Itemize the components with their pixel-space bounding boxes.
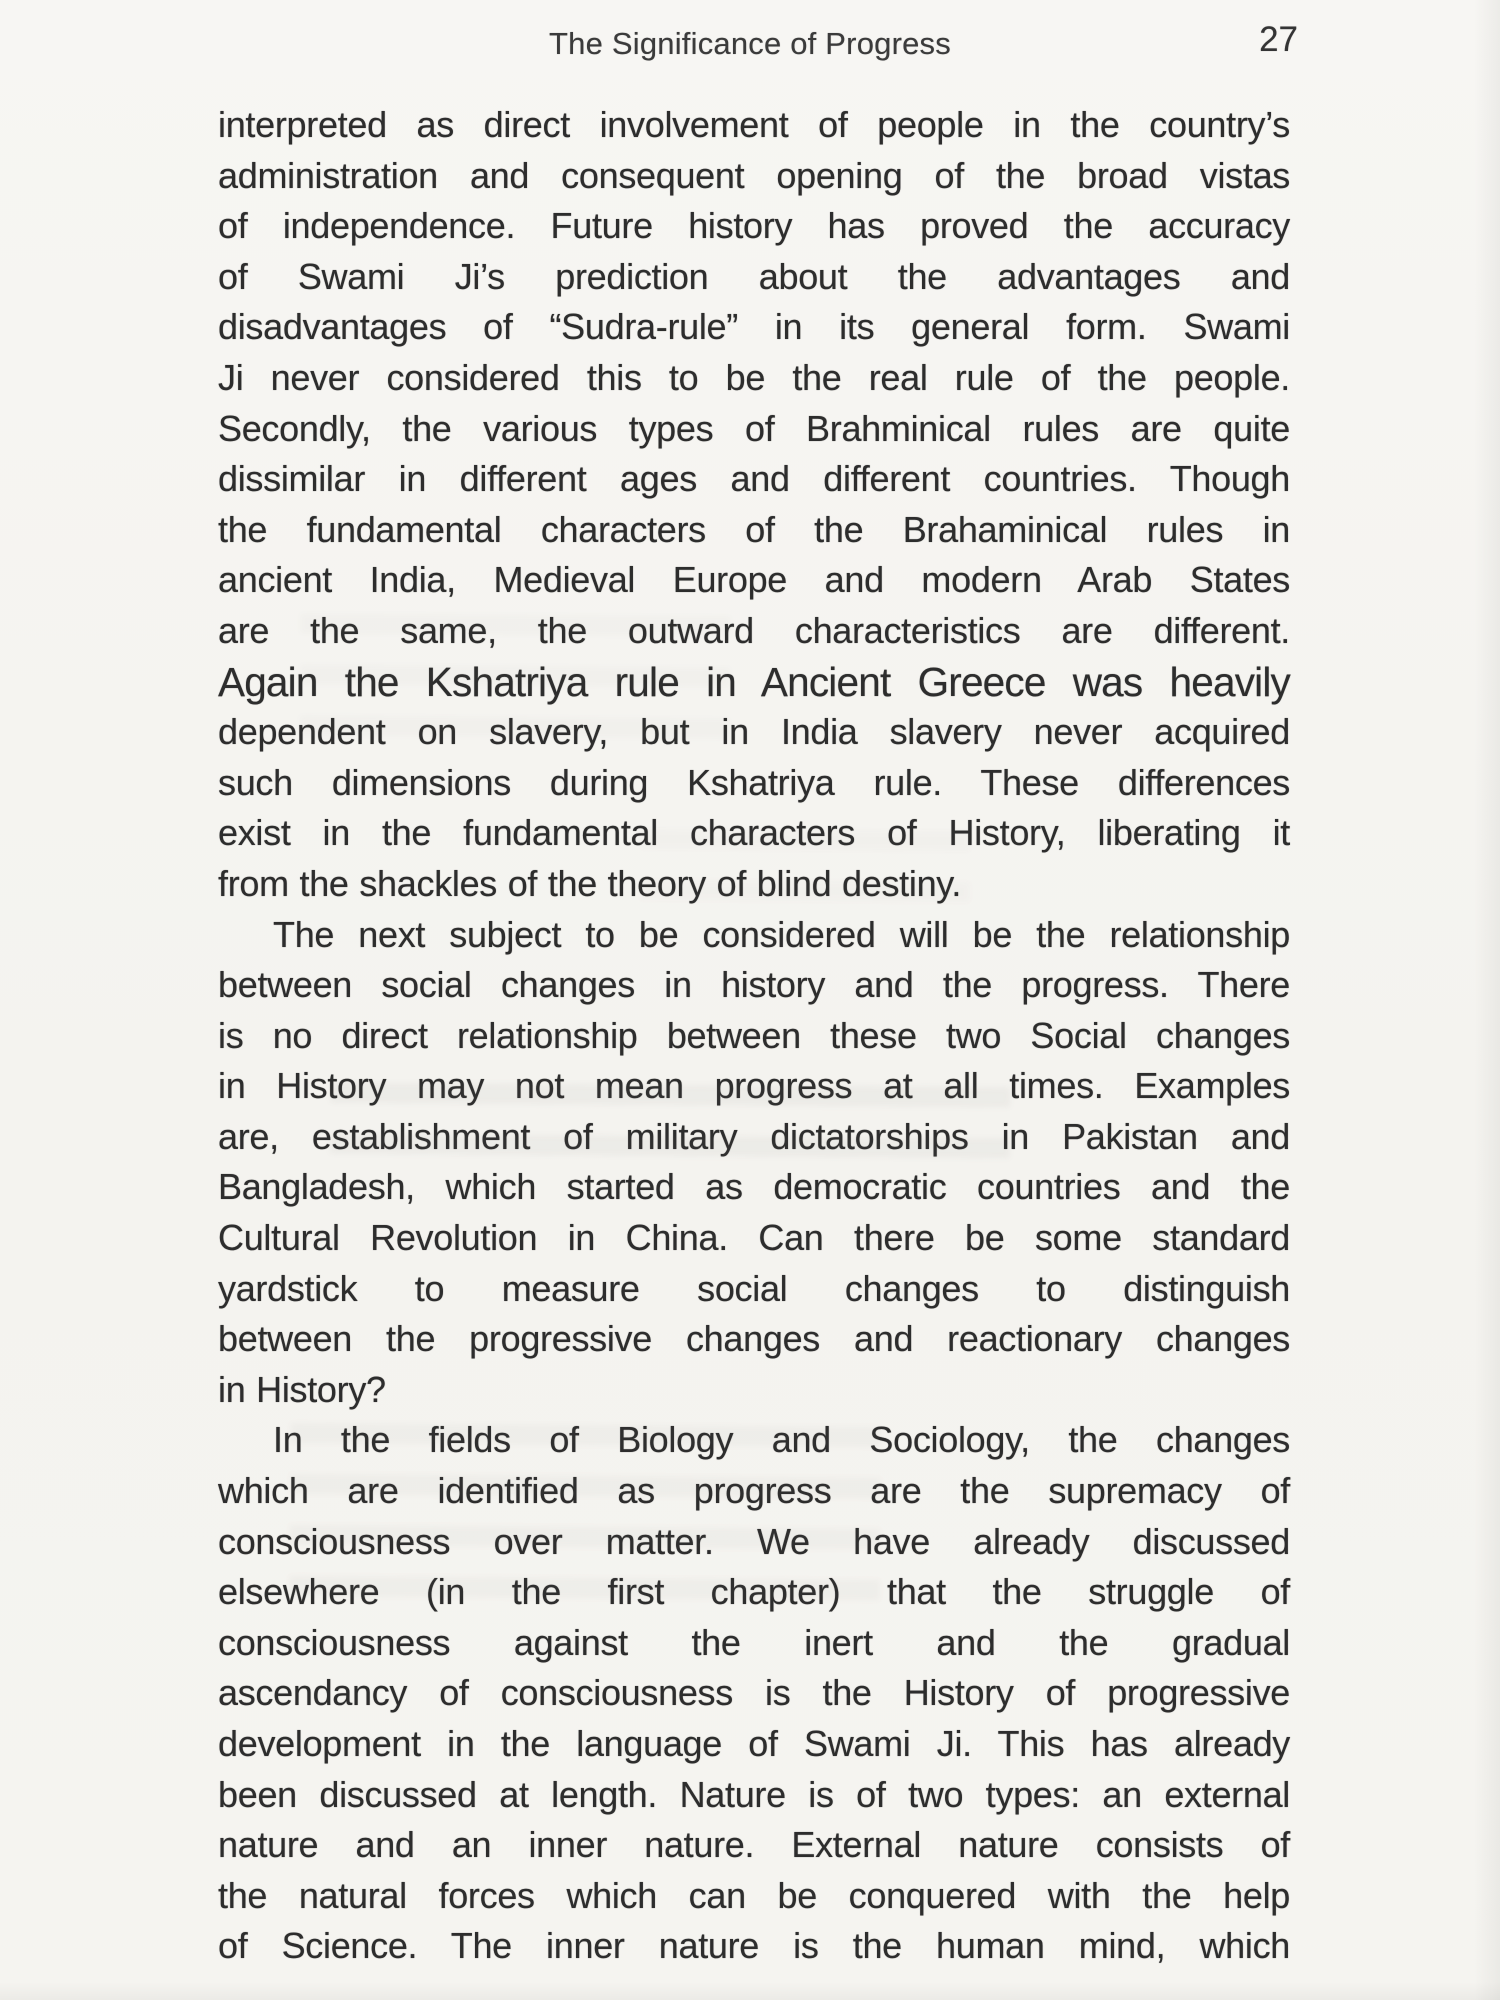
text-line: yardstick to measure social changes to distinguish (218, 1267, 1290, 1309)
text-line: Ji never considered this to be the real rule of the people. (218, 356, 1290, 398)
text-line: between social changes in history and the progress. There (218, 964, 1290, 1006)
page-title: The Significance of Progress (549, 26, 951, 61)
text-line: administration and consequent opening of the broad vistas (218, 154, 1290, 196)
text-line: are the same, the outward characteristics are different. (218, 609, 1290, 651)
text-line: consciousness over matter. We have already discussed (218, 1520, 1290, 1562)
text-line: Secondly, the various types of Brahminical rules are quite (218, 407, 1290, 449)
text-line: ascendancy of consciousness is the History of progressive (218, 1672, 1290, 1714)
text-line: dependent on slavery, but in India slavery never acquired (218, 711, 1290, 753)
text-line: such dimensions during Kshatriya rule. These differences (218, 761, 1290, 803)
text-line: nature and an inner nature. External nature consists of (218, 1824, 1290, 1866)
text-line: disadvantages of “Sudra-rule” in its general form. Swami (218, 306, 1290, 348)
scan-edge-shadow (0, 1982, 1500, 2000)
text-line: development in the language of Swami Ji. This has already (218, 1723, 1290, 1764)
text-line: Again the Kshatriya rule in Ancient Greece was heavily (218, 658, 1290, 705)
page-number: 27 (1259, 20, 1298, 59)
text-line: been discussed at length. Nature is of two types: an external (218, 1773, 1290, 1815)
text-line: Cultural Revolution in China. Can there be some standard (218, 1217, 1290, 1259)
text-line: The next subject to be considered will be the relationship (273, 913, 1290, 955)
text-line: are, establishment of military dictatorships in Pakistan and (218, 1115, 1290, 1157)
text-line: between the progressive changes and reactionary changes (218, 1318, 1290, 1360)
text-line: of Science. The inner nature is the human mind, which (218, 1925, 1290, 1967)
text-line: interpreted as direct involvement of people in the country’s (218, 104, 1290, 145)
body-text (218, 100, 1290, 1972)
scan-edge-shadow (1474, 0, 1500, 2000)
text-line: elsewhere (in the first chapter) that the struggle of (218, 1571, 1290, 1613)
text-line: Bangladesh, which started as democratic countries and the (218, 1166, 1290, 1208)
text-line: the fundamental characters of the Brahaminical rules in (218, 508, 1290, 550)
text-line: exist in the fundamental characters of History, liberating it (218, 812, 1290, 854)
text-line: in History may not mean progress at all times. Examples (218, 1065, 1290, 1107)
text-line: of independence. Future history has proved the accuracy (218, 205, 1290, 247)
text-line: which are identified as progress are the supremacy of (218, 1470, 1290, 1512)
text-line: in History? (218, 1368, 386, 1410)
text-line: of Swami Ji’s prediction about the advantages and (218, 255, 1290, 297)
text-line: In the fields of Biology and Sociology, the changes (273, 1419, 1290, 1461)
text-line: the natural forces which can be conquered with the help (218, 1874, 1290, 1916)
text-line: consciousness against the inert and the gradual (218, 1621, 1290, 1663)
text-line: dissimilar in different ages and different countries. Though (218, 458, 1290, 500)
text-line: ancient India, Medieval Europe and modern Arab States (218, 559, 1290, 601)
text-line: from the shackles of the theory of blind destiny. (218, 862, 962, 904)
text-line: is no direct relationship between these two Social changes (218, 1014, 1290, 1056)
running-header (0, 20, 1500, 72)
